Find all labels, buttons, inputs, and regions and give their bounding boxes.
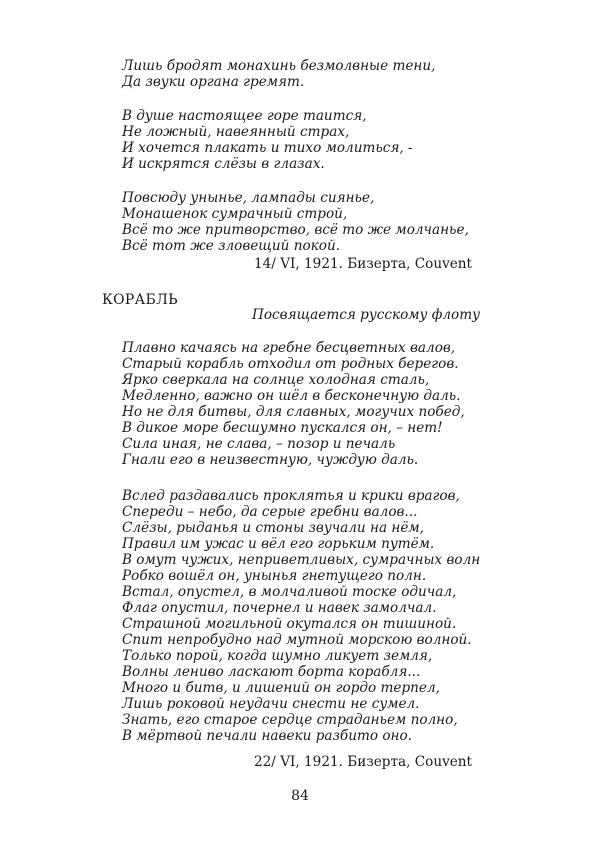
poem-line: Всё то же притворство, всё то же молчанье, (122, 222, 469, 238)
poem-line: Знать, его старое сердце страданьем полно, (122, 712, 458, 728)
poem-line: Да звуки органа гремят. (122, 74, 305, 90)
poem-line: В мёртвой печали навеки разбито оно. (122, 728, 413, 744)
poem-title: КОРАБЛЬ (102, 292, 178, 308)
poem-dedication: Посвящается русскому флоту (252, 307, 480, 323)
poem-line: Вслед раздавались проклятья и крики врагов, (122, 488, 460, 504)
poem-line: Ярко сверкала на солнце холодная сталь, (122, 372, 430, 388)
poem-line: Всё тот же зловещий покой. (122, 238, 341, 254)
poem-line: В душе настоящее горе таится, (122, 108, 367, 124)
poem-line: Лишь бродят монахинь безмолвные тени, (122, 58, 436, 74)
poem-line: Много и битв, и лишений он гордо терпел, (122, 680, 440, 696)
poem-line: В омут чужих, неприветливых, сумрачных волн (122, 552, 481, 568)
page-number: 84 (291, 788, 309, 804)
poem-line: И искрятся слёзы в глазах. (122, 156, 325, 172)
poem-line: И хочется плакать и тихо молиться, - (122, 140, 413, 156)
poem-line: В дикое море бесшумно пускался он, – нет! (122, 420, 443, 436)
poem-signature: 22/ VI, 1921. Бизерта, Couvent (254, 754, 473, 770)
poem-signature: 14/ VI, 1921. Бизерта, Couvent (254, 256, 473, 272)
poem-line: Гнали его в неизвестную, чуждую даль. (122, 452, 419, 468)
poem-line: Робко вошёл он, унынья гнетущего полн. (122, 568, 427, 584)
poem-line: Только порой, когда шумно ликует земля, (122, 648, 433, 664)
poem-line: Но не для битвы, для славных, могучих побед, (122, 404, 465, 420)
poem-line: Спереди – небо, да серые гребни валов... (122, 504, 418, 520)
poem-line: Слёзы, рыданья и стоны звучали на нём, (122, 520, 424, 536)
poem-line: Спит непробудно над мутной морскою волной. (122, 632, 472, 648)
poem-line: Повсюду унынье, лампады сиянье, (122, 190, 375, 206)
poem-line: Сила иная, не слава, – позор и печаль (122, 436, 396, 452)
poem-line: Плавно качаясь на гребне бесцветных валов, (122, 340, 456, 356)
poem-line: Лишь роковой неудачи снести не сумел. (122, 696, 420, 712)
poem-line: Флаг опустил, почернел и навек замолчал. (122, 600, 437, 616)
poem-line: Медленно, важно он шёл в бесконечную даль. (122, 388, 461, 404)
poem-line: Не ложный, навеянный страх, (122, 124, 350, 140)
poem-line: Волны лениво ласкают борта корабля... (122, 664, 421, 680)
poem-line: Страшной могильной окутался он тишиной. (122, 616, 457, 632)
poem-line: Старый корабль отходил от родных берегов. (122, 356, 459, 372)
poem-line: Правил им ужас и вёл его горьким путём. (122, 536, 435, 552)
poem-line: Монашенок сумрачный строй, (122, 206, 348, 222)
poem-line: Встал, опустел, в молчаливой тоске одичал, (122, 584, 457, 600)
